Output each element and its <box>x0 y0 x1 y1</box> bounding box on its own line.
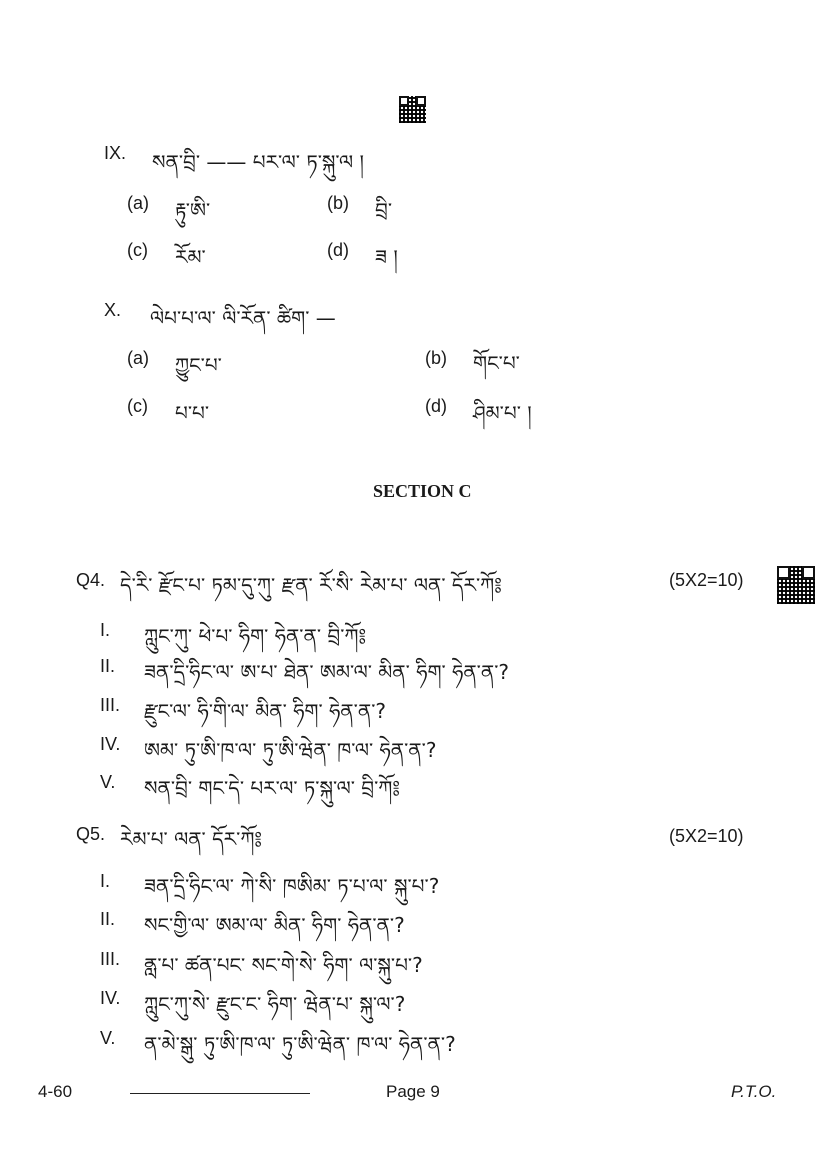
q10-text: ལེཔ་པ་ལ་ ལི་རོན་ ཚིག་ — <box>150 306 336 330</box>
q4-item-4-text: ཨམ་ ཏུ་ཨི་ཁ་ལ་ ཏུ་ཨི་ཝེན་ ཁ་ལ་ ཧེན་ན་? <box>144 738 437 762</box>
q5-item-3-text: ནླ་པ་ ཚན་པང་ སང་གེ་སེ་ ཧིག་ ལ་སྐུ་པ་? <box>144 953 423 977</box>
footer-pto: P.T.O. <box>731 1082 777 1101</box>
q4-item-5-number: V. <box>100 772 116 792</box>
q9-option-d-text: ཟ ། <box>375 245 398 269</box>
q4-item-3-text: རྫུང་ལ་ ཧི་གི་ལ་ མིན་ ཧིག་ ཧེན་ན་? <box>144 699 387 723</box>
q5-item-3-number: III. <box>100 949 121 969</box>
footer-rule <box>130 1093 310 1094</box>
section-title: SECTION C <box>373 481 472 501</box>
q10-number: X. <box>104 300 122 320</box>
side-qr-code-icon <box>777 566 815 604</box>
q4-item-4-number: IV. <box>100 734 121 754</box>
q5-item-4-text: ཀླུང་ཀུ་སེ་ རྫུང་ང་ ཧིག་ ཝེན་པ་ སྐུ་ལ་? <box>144 992 406 1016</box>
q9-option-a-text: རྟུ་ཨི་ <box>175 198 211 222</box>
q9-text: སན་བྲི་ —— པར་ལ་ ཏ་སྐུ་ལ ། <box>152 150 364 174</box>
q9-option-a-label: (a) <box>127 193 149 213</box>
q10-option-b-text: གོང་པ་ <box>473 351 520 375</box>
q9-option-b-text: བྲི་ <box>375 198 393 222</box>
q5-item-2-number: II. <box>100 909 116 929</box>
q9-number: IX. <box>104 143 127 163</box>
q5-item-2-text: སང་གྱི་ལ་ ཨམ་ལ་ མིན་ ཧིག་ ཧེན་ན་? <box>144 913 405 937</box>
q10-option-a-text: ཀྱུང་པ་ <box>175 353 222 377</box>
q10-option-d-text: ཤིམ་པ་ ། <box>473 401 532 425</box>
q10-option-c-text: པ་པ་ <box>175 401 210 425</box>
q4-item-2-text: ཟན་དྲི་ཧིང་ལ་ ཨ་པ་ ཐེན་ ཨམ་ལ་ མིན་ ཧིག་ ཧེན་ན་? <box>144 660 510 684</box>
q5-item-1-number: I. <box>100 871 111 891</box>
q5-item-5-text: ན་མེ་སྒུ་ ཏུ་ཨི་ཁ་ལ་ ཏུ་ཨི་ཝེན་ ཁ་ལ་ ཧེན་ན་? <box>144 1032 456 1056</box>
q9-option-c-label: (c) <box>127 240 148 260</box>
q5-number: Q5. <box>76 824 106 844</box>
footer-code: 4-60 <box>38 1082 73 1101</box>
q5-item-1-text: ཟན་དྲི་ཧིང་ལ་ ཀེ་སི་ ཁཨིམ་ ཏ་པ་ལ་ སྐུ་པ་? <box>144 874 440 898</box>
q4-number: Q4. <box>76 570 106 590</box>
q10-option-d-label: (d) <box>425 396 447 416</box>
q4-item-1-number: I. <box>100 620 111 640</box>
q5-item-4-number: IV. <box>100 988 121 1008</box>
q9-option-c-text: རོམ་ <box>175 245 206 269</box>
footer-page: Page 9 <box>386 1082 440 1101</box>
q4-item-3-number: III. <box>100 695 121 715</box>
q4-item-1-text: ཀླུང་ཀུ་ ཕེ་པ་ ཧིག་ ཧེན་ན་ བྲི་ཀོ༔ <box>144 624 367 648</box>
q9-option-b-label: (b) <box>327 193 349 213</box>
q5-marks: (5X2=10) <box>669 826 744 846</box>
q4-marks: (5X2=10) <box>669 570 744 590</box>
q4-text: དེ་རི་ རྫོང་པ་ ཏམ་དུ་ཀུ་ རྫན་ རོ་སི་ རེམ་པ་ ལན་ དོར་ཀོ༔ <box>120 573 502 597</box>
top-qr-code-icon <box>399 96 426 123</box>
q5-text: རེམ་པ་ ལན་ དོར་ཀོ༔ <box>120 827 263 851</box>
q9-option-d-label: (d) <box>327 240 349 260</box>
q4-item-5-text: སན་བྲི་ གང་དེ་ པར་ལ་ ཏ་སྐུ་ལ་ བྲི་ཀོ༔ <box>144 776 400 800</box>
q10-option-b-label: (b) <box>425 348 447 368</box>
q10-option-c-label: (c) <box>127 396 148 416</box>
q4-item-2-number: II. <box>100 656 116 676</box>
q10-option-a-label: (a) <box>127 348 149 368</box>
q5-item-5-number: V. <box>100 1028 116 1048</box>
